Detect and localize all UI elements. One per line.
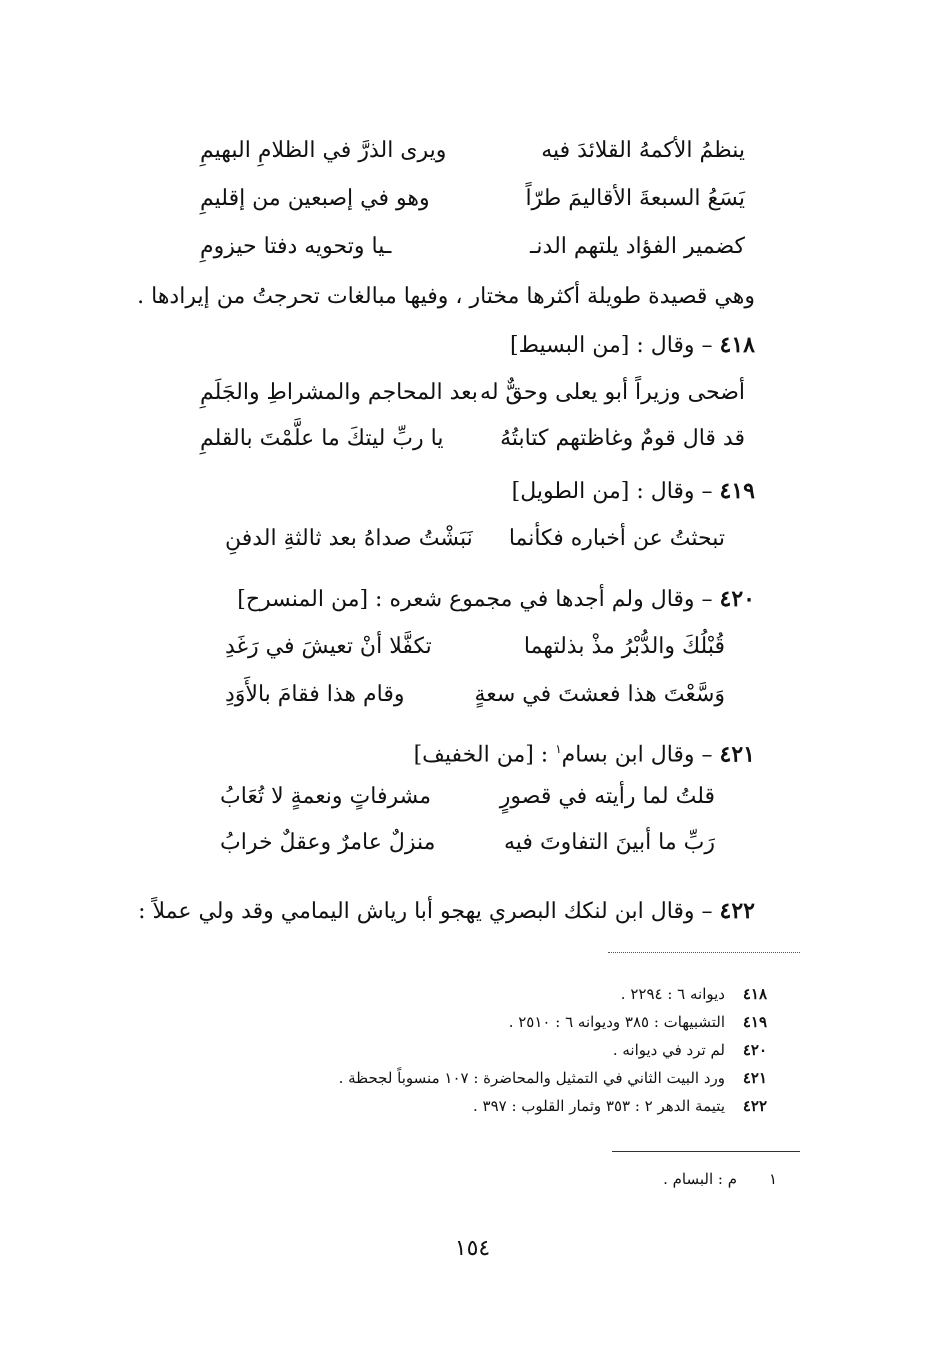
verse-line <box>225 680 725 710</box>
verse-line <box>220 828 715 858</box>
section-heading <box>510 330 755 361</box>
section-heading <box>138 896 755 927</box>
note-text: ورد البيت الثاني في التمثيل والمحاضرة : ١٠٧ منسوباً لجحظة . <box>338 1069 725 1087</box>
verse-line <box>200 424 745 454</box>
hemistich-second: تكفَّلا أنْ تعيشَ في رَغَدِ <box>225 634 432 659</box>
section-number: ٤١٨ <box>719 332 755 358</box>
prose-note: وهي قصيدة طويلة أكثرها مختار ، وفيها مبالغات تحرجتُ من إيرادها . <box>137 284 755 309</box>
note-number: ٤٢١ <box>742 1069 767 1087</box>
section-number: ٤٢١ <box>719 741 755 768</box>
footnote-separator <box>612 1151 800 1152</box>
hemistich-second: منزلٌ عامرٌ وعقلٌ خرابُ <box>220 830 436 855</box>
verse-line <box>225 524 725 554</box>
section-heading <box>237 584 755 615</box>
section-intro: – وقال ابن لنكك البصري يهجو أبا رياش اليمامي وقد ولي عملاً : <box>138 899 713 924</box>
hemistich-second: وقام هذا فقامَ بالأَوَدِ <box>225 682 405 707</box>
section-number: ٤١٩ <box>719 478 755 504</box>
section-intro-tail: : [من الخفيف] <box>413 742 556 768</box>
footnote-text: م : البسام . <box>663 1170 737 1188</box>
verse-line <box>225 632 725 662</box>
page-number: ١٥٤ <box>454 1236 491 1261</box>
hemistich-second: نَبَشْتُ صداهُ بعد ثالثةِ الدفنِ <box>225 526 473 551</box>
hemistich-second: بعد المحاجم والمشراطِ والجَلَمِ <box>200 380 478 405</box>
section-number: ٤٢٠ <box>719 586 755 612</box>
hemistich-second: مشرفاتٍ ونعمةٍ لا تُعَابُ <box>220 784 432 809</box>
note-text: ديوانه ٦ : ٢٢٩٤ . <box>620 985 725 1003</box>
footnote-number: ١ <box>768 1170 777 1188</box>
hemistich-first: كضمير الفؤاد يلتهم الدنـ <box>529 234 745 259</box>
notes-separator <box>608 952 800 953</box>
note-text: لم ترد في ديوانه . <box>612 1041 725 1059</box>
section-heading <box>512 476 755 507</box>
source-note <box>613 1040 767 1060</box>
hemistich-first: يَسَعُ السبعةَ الأقاليمَ طرّاً <box>525 186 745 211</box>
hemistich-second: وهو في إصبعين من إقليمِ <box>200 186 430 211</box>
verse-line <box>200 184 745 214</box>
verse-line <box>200 378 745 408</box>
note-number: ٤١٨ <box>742 985 767 1003</box>
section-intro: – وقال : [من الطويل] <box>511 479 713 504</box>
section-heading <box>414 734 755 770</box>
hemistich-first: وَسَّعْتَ هذا فعشتَ في سعةٍ <box>474 682 725 707</box>
hemistich-first: قُبْلُكَ والدُّبْرُ مذْ بذلتهما <box>523 634 725 659</box>
source-note <box>621 984 767 1004</box>
section-intro: – وقال ولم أجدها في مجموع شعره : [من المنسرح] <box>237 587 713 612</box>
source-note <box>339 1068 767 1088</box>
hemistich-first: ينظمُ الأكمهُ القلائدَ فيه <box>541 138 745 163</box>
note-text: التشبيهات : ٣٨٥ وديوانه ٦ : ٢٥١٠ . <box>508 1013 725 1031</box>
source-note <box>473 1096 767 1116</box>
note-number: ٤٢٠ <box>742 1041 767 1059</box>
hemistich-first: قد قال قومٌ وغاظتهم كتابتُهُ <box>500 426 745 451</box>
section-intro: – وقال ابن بسام <box>561 742 713 768</box>
hemistich-first: تبحثتُ عن أخباره فكأنما <box>508 526 725 551</box>
footnote-marker[interactable]: ١ <box>555 742 562 756</box>
footnote <box>663 1169 777 1189</box>
verse-line <box>200 136 745 166</box>
note-text: يتيمة الدهر ٢ : ٣٥٣ وثمار القلوب : ٣٩٧ . <box>472 1097 725 1115</box>
hemistich-second: ـيا وتحويه دفتا حيزومِ <box>200 234 392 259</box>
note-number: ٤١٩ <box>742 1013 767 1031</box>
verse-line <box>220 782 715 812</box>
hemistich-first: رَبِّ ما أبينَ التفاوتَ فيه <box>504 830 715 855</box>
section-number: ٤٢٢ <box>719 898 755 924</box>
note-number: ٤٢٢ <box>742 1097 767 1115</box>
verse-line <box>200 232 745 262</box>
hemistich-second: ويرى الذرَّ في الظلامِ البهيمِ <box>200 138 447 163</box>
hemistich-first: أضحى وزيراً أبو يعلى وحقٌّ له <box>480 380 745 405</box>
hemistich-first: قلتُ لما رأيته في قصورٍ <box>499 784 715 809</box>
hemistich-second: يا ربِّ ليتكَ ما علَّمْتَ بالقلمِ <box>200 426 444 451</box>
source-note <box>509 1012 767 1032</box>
section-intro: – وقال : [من البسيط] <box>510 333 713 358</box>
